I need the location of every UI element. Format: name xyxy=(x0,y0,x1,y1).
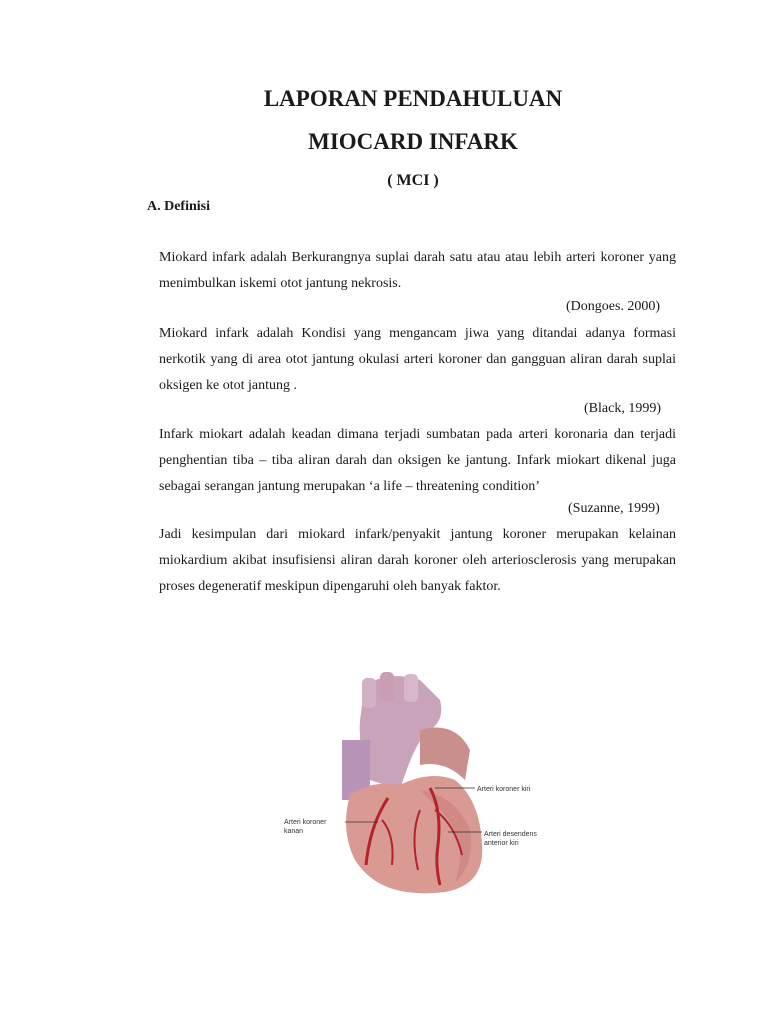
citation-1: (Dongoes. 2000) xyxy=(566,299,661,314)
label-right-coronary-line2: kanan xyxy=(284,828,304,835)
document-abbreviation: ( MCI ) xyxy=(387,172,439,189)
carotid-vessel xyxy=(380,672,394,702)
paragraph-4: Jadi kesimpulan dari miokard infark/penyakit jantung koroner merupakan kelainan miokardium akibat insufisiensi aliran darah koroner oleh arteriosclerosis yang merupakan proses degeneratif meskipun dipengaruhi oleh banyak faktor. xyxy=(159,527,676,594)
label-right-coronary-line1: Arteri koroner xyxy=(284,819,327,826)
paragraph-1: Miokard infark adalah Berkurangnya suplai darah satu atau atau lebih arteri koroner yang menimbulkan iskemi otot jantung nekrosis. xyxy=(159,250,676,291)
paragraph-3: Infark miokart adalah keadan dimana terjadi sumbatan pada arteri koronaria dan terjadi penghentian tiba – tiba aliran darah dan oksigen ke jantung. Infark miokart dikenal juga sebagai serangan jantung merupakan ‘a life – threatening condition’ xyxy=(159,427,676,494)
citation-3: (Suzanne, 1999) xyxy=(568,501,660,516)
brachiocephalic-vessel xyxy=(362,678,376,708)
document-title: LAPORAN PENDAHULUAN xyxy=(263,86,563,111)
subclavian-vessel xyxy=(404,674,418,702)
label-lad-line2: anterior kiri xyxy=(484,840,519,847)
section-heading: A. Definisi xyxy=(147,199,210,214)
citation-2: (Black, 1999) xyxy=(584,401,661,416)
label-left-coronary: Arteri koroner kiri xyxy=(477,786,531,793)
pulmonary-artery-shape xyxy=(420,728,470,781)
paragraph-2: Miokard infark adalah Kondisi yang mengancam jiwa yang ditandai adanya formasi nerkotik yang di area otot jantung okulasi arteri koroner dan gangguan aliran darah suplai oksigen ke otot jantung . xyxy=(159,326,676,393)
label-lad-line1: Arteri desendens xyxy=(484,831,537,838)
heart-illustration xyxy=(270,660,570,900)
document-subtitle: MIOCARD INFARK xyxy=(308,129,518,154)
